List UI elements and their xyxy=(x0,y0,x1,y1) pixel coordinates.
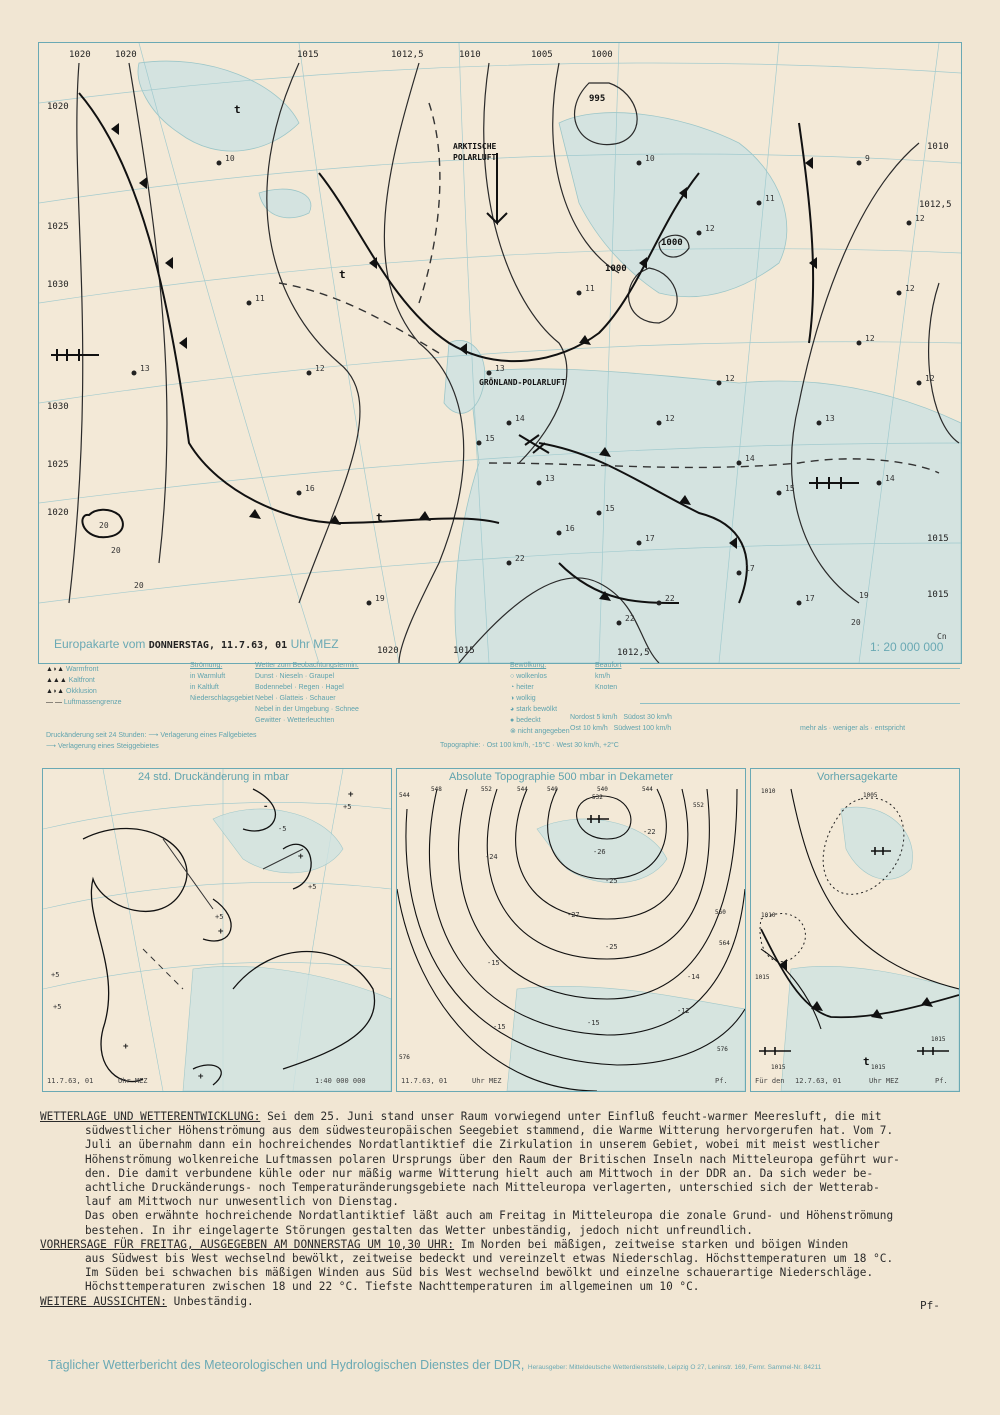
svg-text:560: 560 xyxy=(715,909,726,916)
publication-footer xyxy=(48,1358,821,1372)
legend-luftmassengrenze: Luftmassengrenze xyxy=(63,699,122,706)
report-line: Juli an übernahm dann ein hochreichendes Nordatlantiktief die Zirkulation in unserem Gebiet, wobei mit meist westlicher xyxy=(85,1138,880,1152)
report-line: achtliche Druckänderungs- noch Temperaturänderungsgebiete nach Mitteleuropa verlagerten, unterschied sich der Wetterab- xyxy=(85,1181,880,1195)
legend-fronts: ▲◗▲ Warmfront ▲▲▲ Kaltfront ▲◗▲ Okklusion — — Luftmassengrenze xyxy=(46,666,122,706)
svg-text:-25: -25 xyxy=(605,943,618,951)
svg-text:12: 12 xyxy=(705,224,715,233)
europe-weather-map xyxy=(38,42,962,664)
legend-wetter-item: Gewitter xyxy=(255,717,282,724)
arctic-air-label-2: POLARLUFT xyxy=(453,153,497,162)
svg-text:13: 13 xyxy=(495,364,505,373)
svg-text:9: 9 xyxy=(865,154,870,163)
svg-text:540: 540 xyxy=(547,786,558,793)
svg-text:+5: +5 xyxy=(215,913,224,921)
forecast-title: Vorhersagekarte xyxy=(817,771,898,783)
legend-winds xyxy=(570,712,672,734)
legend-wetter-item: Dunst xyxy=(255,673,274,680)
svg-text:20: 20 xyxy=(99,521,109,530)
legend-verlagerung: Verlagerung eines Fallgebietes xyxy=(160,732,257,739)
report-line: Das oben erwähnte hochreichende Nordatlantiktief läßt auch am Freitag in Mitteleuropa die zonale Grund- und Höhenströmung xyxy=(85,1209,894,1223)
isobar-label: 1012,5 xyxy=(919,200,952,210)
svg-text:+: + xyxy=(218,927,224,937)
report-line: aus Südwest bis West wechselnd bewölkt, zeitweise bedeckt und vereinzelt etwas Niederschlag. Höchsttemperaturen um 18 °C. xyxy=(85,1252,894,1266)
map-scale: 1: 20 000 000 xyxy=(870,640,944,654)
panel-date: 11.7.63, 01 xyxy=(401,1077,448,1085)
legend-wetter-item: Schauer xyxy=(309,695,336,702)
svg-text:-5: -5 xyxy=(278,825,287,833)
legend-kaltfront: Kaltfront xyxy=(68,677,95,684)
greenland-land xyxy=(138,61,299,151)
report-signature: Pf- xyxy=(920,1299,940,1312)
svg-text:-15: -15 xyxy=(487,959,500,967)
caption-prefix: Europakarte vom xyxy=(54,637,146,651)
weather-report xyxy=(40,1110,960,1309)
svg-text:16: 16 xyxy=(565,524,575,533)
svg-text:12: 12 xyxy=(725,374,735,383)
legend-cloud-item: stark bewölkt xyxy=(516,706,558,713)
legend-knoten: Knoten xyxy=(595,684,618,691)
svg-text:576: 576 xyxy=(717,1046,728,1053)
map-caption xyxy=(54,637,339,651)
legend-extra-item: mehr als xyxy=(800,725,827,732)
svg-text:+5: +5 xyxy=(343,803,352,811)
svg-text:-15: -15 xyxy=(493,1023,506,1031)
legend-bewoelkung: Bewölkung: ○ wolkenlos ◔ heiter ◑ wolkig ◕ stark bewölkt ● bedeckt ⊗ nicht angegeben xyxy=(510,662,570,735)
forecast-map xyxy=(750,768,960,1092)
svg-text:-25: -25 xyxy=(605,877,618,885)
isobar-label: 1015 xyxy=(453,646,475,656)
report-line xyxy=(40,1110,960,1124)
report-line: Im Süden bei schwachen bis mäßigen Winden aus Süd bis West wechselnd bewölkt und einzelne schauerartige Niederschläge. xyxy=(85,1266,874,1280)
svg-text:10: 10 xyxy=(225,154,235,163)
legend-wetter-item: Regen xyxy=(298,684,320,691)
legend-wetter-item: Glatteis xyxy=(279,695,304,702)
legend-warmfront: Warmfront xyxy=(66,666,99,673)
panel-date: 11.7.63, 01 xyxy=(47,1077,94,1085)
report-line: Höhenströmung wolkenreiche Luftmassen polaren Ursprungs über den Raum der Britischen Inseln nach Mitteleuropa geführt wur- xyxy=(85,1152,900,1166)
forecast-date: 12.7.63, 01 xyxy=(795,1077,842,1085)
legend-cloud-item: wolkenlos xyxy=(516,673,547,680)
svg-text:15: 15 xyxy=(485,434,495,443)
legend-wind-item: Nordost 5 km/h xyxy=(570,714,618,721)
main-map-svg xyxy=(39,43,961,663)
svg-text:17: 17 xyxy=(805,594,815,603)
isobar-label: 1010 xyxy=(927,142,949,152)
panel-time-unit: Uhr MEZ xyxy=(472,1077,502,1085)
svg-text:14: 14 xyxy=(745,454,755,463)
panel-scale: 1:40 000 000 xyxy=(315,1077,366,1085)
forecast-for-label: Für den xyxy=(755,1077,785,1085)
scandinavia-land xyxy=(559,113,787,297)
legend-stroemung-item: in Warmluft xyxy=(190,673,226,680)
report-heading: WEITERE AUSSICHTEN: xyxy=(40,1294,167,1308)
legend-stroemung-head: Strömung: xyxy=(190,662,223,669)
report-line: lauf am Mittwoch nur unwesentlich von Dienstag. xyxy=(85,1195,399,1209)
footer-title: Täglicher Wetterbericht des Meteorologischen und Hydrologischen Dienstes der DDR, xyxy=(48,1358,525,1372)
svg-text:17: 17 xyxy=(645,534,655,543)
low-center-value: 995 xyxy=(589,94,606,104)
isobar-label: 1005 xyxy=(531,50,553,60)
isobar-label: 1025 xyxy=(47,460,69,470)
pressure-change-map xyxy=(42,768,392,1092)
svg-text:+: + xyxy=(298,852,304,862)
svg-text:+: + xyxy=(123,1042,129,1052)
isobar-label: 1015 xyxy=(297,50,319,60)
legend-extra: mehr als · weniger als · entspricht xyxy=(800,725,906,732)
svg-text:22: 22 xyxy=(515,554,525,563)
panel-time-unit: Uhr MEZ xyxy=(118,1077,148,1085)
report-text: Im Norden bei mäßigen, zeitweise starken und böigen Winden xyxy=(454,1237,849,1251)
isobar-label: 1012,5 xyxy=(617,648,650,658)
svg-text:14: 14 xyxy=(515,414,525,423)
topography-svg xyxy=(397,769,745,1091)
isobar-label: 1020 xyxy=(47,102,69,112)
svg-text:15: 15 xyxy=(605,504,615,513)
svg-text:1015: 1015 xyxy=(771,1064,786,1071)
svg-text:1010: 1010 xyxy=(761,912,776,919)
legend-wetter-item: Nebel in der Umgebung xyxy=(255,706,329,713)
legend-wetter-item: Hagel xyxy=(325,684,344,691)
svg-text:11: 11 xyxy=(585,284,595,293)
legend-extra-item: weniger als xyxy=(833,725,869,732)
pressure-change-title: 24 std. Druckänderung in mbar xyxy=(138,771,290,783)
report-line: den. Die damit verbundene kühle oder nur mäßig warme Witterung hielt auch am Mittwoch in der DDR an. Da sich weder be- xyxy=(85,1166,874,1180)
svg-text:Cn: Cn xyxy=(937,632,947,641)
svg-text:+5: +5 xyxy=(308,883,317,891)
svg-text:552: 552 xyxy=(693,802,704,809)
svg-text:-22: -22 xyxy=(643,828,656,836)
svg-text:22: 22 xyxy=(625,614,635,623)
greenland-air-label: GRÖNLAND-POLARLUFT xyxy=(479,378,566,387)
legend-extra-item: entspricht xyxy=(874,725,906,732)
legend-beaufort xyxy=(595,660,621,693)
legend-cloud-item: nicht angegeben xyxy=(517,728,570,735)
svg-text:20: 20 xyxy=(134,581,144,590)
svg-text:540: 540 xyxy=(597,786,608,793)
svg-text:+: + xyxy=(348,790,354,800)
isobar-label: 1020 xyxy=(47,508,69,518)
legend-cloud-item: bedeckt xyxy=(516,717,541,724)
report-line: südwestlicher Höhenströmung aus dem südwesteuropäischen Seegebiet stammend, die Warme Witterung hervorgerufen hat. Vom 7. xyxy=(85,1124,894,1138)
isobar-label: 1010 xyxy=(459,50,481,60)
svg-text:19: 19 xyxy=(375,594,385,603)
legend-beaufort-head: Beaufort xyxy=(595,662,622,669)
legend-kmh: km/h xyxy=(595,673,611,680)
svg-text:17: 17 xyxy=(745,564,755,573)
svg-text:t: t xyxy=(339,268,346,281)
svg-text:22: 22 xyxy=(665,594,675,603)
panel-signature: Pf. xyxy=(935,1077,948,1085)
svg-text:-24: -24 xyxy=(485,853,498,861)
isobar-label: 1030 xyxy=(47,280,69,290)
legend-verlagerung: Verlagerung eines Steiggebietes xyxy=(57,743,159,750)
legend-wetter: Wetter zum Beobachtungstermin: Dunst · Nieseln · Graupel Bodennebel · Regen · Hagel Nebel · Glatteis · Schauer Nebel in der Umgebung · Schnee Gewitter · Wetterleuchten xyxy=(255,662,359,724)
legend-wind-item: Ost 10 km/h xyxy=(570,725,608,732)
svg-text:10: 10 xyxy=(645,154,655,163)
report-heading: VORHERSAGE FÜR FREITAG, AUSGEGEBEN AM DONNERSTAG UM 10,30 UHR: xyxy=(40,1237,455,1251)
legend-stroemung xyxy=(190,660,253,704)
report-text: Sei dem 25. Juni stand unser Raum vorwiegend unter Einfluß feucht-warmer Meeresluft, die mit xyxy=(260,1110,882,1123)
legend-wind-item: Südwest 100 km/h xyxy=(613,725,672,732)
legend-stroemung-item: Niederschlagsgebiet xyxy=(190,695,254,702)
svg-text:13: 13 xyxy=(140,364,150,373)
isobar-label: 1015 xyxy=(927,534,949,544)
svg-text:t: t xyxy=(863,1055,870,1068)
beaufort-scale-bar xyxy=(640,668,960,704)
svg-text:1015: 1015 xyxy=(871,1064,886,1071)
svg-text:12: 12 xyxy=(315,364,325,373)
legend-cloud-item: wolkig xyxy=(516,695,536,702)
svg-text:-26: -26 xyxy=(593,848,606,856)
isobar-label: 1020 xyxy=(377,646,399,656)
legend-wetter-item: Nieseln xyxy=(279,673,303,680)
report-line: bestehen. In ihr eingelagerte Störungen gestalten das Wetter unbeständig, jedoch nicht unfreundlich. xyxy=(85,1223,753,1237)
legend-okklusion: Okklusion xyxy=(66,688,97,695)
svg-text:-27: -27 xyxy=(567,911,580,919)
svg-text:13: 13 xyxy=(545,474,555,483)
report-text: Unbeständig. xyxy=(166,1294,254,1308)
svg-text:544: 544 xyxy=(517,786,528,793)
svg-text:1015: 1015 xyxy=(755,974,770,981)
svg-text:12: 12 xyxy=(905,284,915,293)
svg-text:576: 576 xyxy=(399,1054,410,1061)
svg-text:-: - xyxy=(263,802,269,812)
legend-topo-item: Ost 100 km/h, -15°C xyxy=(486,742,551,749)
topography-title: Absolute Topographie 500 mbar in Dekameter xyxy=(449,771,674,783)
arctic-air-label: ARKTISCHE xyxy=(453,142,497,151)
legend-wetter-head: Wetter zum Beobachtungstermin: xyxy=(255,662,359,669)
isobar-label: 1025 xyxy=(47,222,69,232)
svg-text:-14: -14 xyxy=(687,973,700,981)
legend-wetter-item: Graupel xyxy=(309,673,335,680)
legend-wetter-item: Schnee xyxy=(335,706,359,713)
svg-text:+: + xyxy=(198,1072,204,1082)
isobar-label: 1030 xyxy=(47,402,69,412)
legend-druck-label: Druckänderung seit 24 Stunden: xyxy=(46,732,147,739)
isobar-label: 1012,5 xyxy=(391,50,424,60)
svg-text:20: 20 xyxy=(851,618,861,627)
pressure-change-svg xyxy=(43,769,391,1091)
legend-druck: Druckänderung seit 24 Stunden: ⟶ Verlagerung eines Fallgebietes ⟶ Verlagerung eines Steiggebietes xyxy=(46,732,257,750)
isobar-label: 1020 xyxy=(69,50,91,60)
footer-publisher: Herausgeber: Mitteldeutsche Wetterdienststelle, Leipzig O 27, Leninstr. 169, Fernr. Sammel-Nr. 84211 xyxy=(527,1364,822,1371)
legend-bewoelkung-head: Bewölkung: xyxy=(510,662,547,669)
svg-text:1005: 1005 xyxy=(863,792,878,799)
legend-wetter-item: Nebel xyxy=(255,695,274,702)
svg-text:13: 13 xyxy=(825,414,835,423)
report-line xyxy=(40,1295,960,1309)
svg-text:14: 14 xyxy=(885,474,895,483)
isobar-label: 1000 xyxy=(591,50,613,60)
svg-text:564: 564 xyxy=(719,940,730,947)
topography-500mb-map xyxy=(396,768,746,1092)
svg-text:16: 16 xyxy=(305,484,315,493)
svg-text:1015: 1015 xyxy=(931,1036,946,1043)
low-center-value: 1000 xyxy=(661,238,683,248)
isobar-label: 1015 xyxy=(927,590,949,600)
svg-text:12: 12 xyxy=(865,334,875,343)
svg-text:544: 544 xyxy=(399,792,410,799)
legend-topo: Topographie: · Ost 100 km/h, -15°C · West 30 km/h, +2°C xyxy=(440,742,619,749)
caption-suffix: Uhr MEZ xyxy=(290,637,339,651)
svg-text:-12: -12 xyxy=(677,1007,690,1015)
map-date: DONNERSTAG, 11.7.63, 01 xyxy=(148,640,288,651)
report-heading: WETTERLAGE UND WETTERENTWICKLUNG: xyxy=(40,1110,261,1123)
svg-text:15: 15 xyxy=(785,484,795,493)
svg-text:532: 532 xyxy=(592,794,603,801)
svg-text:12: 12 xyxy=(665,414,675,423)
svg-text:20: 20 xyxy=(111,546,121,555)
isobar-label: 1020 xyxy=(115,50,137,60)
legend-topo-label: Topographie: xyxy=(440,742,481,749)
legend-cloud-item: heiter xyxy=(516,684,534,691)
svg-text:1010: 1010 xyxy=(761,788,776,795)
svg-text:19: 19 xyxy=(859,591,869,600)
svg-text:+5: +5 xyxy=(51,971,60,979)
svg-text:552: 552 xyxy=(481,786,492,793)
low-center-value: 1000 xyxy=(605,264,627,274)
panel-time-unit: Uhr MEZ xyxy=(869,1077,899,1085)
legend-wetter-item: Wetterleuchten xyxy=(287,717,335,724)
panel-signature: Pf. xyxy=(715,1077,728,1085)
legend-stroemung-item: in Kaltluft xyxy=(190,684,219,691)
svg-text:-15: -15 xyxy=(587,1019,600,1027)
report-line: Höchsttemperaturen zwischen 18 und 22 °C. Tiefste Nachttemperaturen im allgemeinen um 10 °C. xyxy=(85,1280,700,1294)
forecast-svg xyxy=(751,769,959,1091)
svg-text:t: t xyxy=(234,103,241,116)
svg-text:12: 12 xyxy=(915,214,925,223)
report-line xyxy=(40,1238,960,1252)
svg-text:544: 544 xyxy=(642,786,653,793)
svg-text:548: 548 xyxy=(431,786,442,793)
svg-text:12: 12 xyxy=(925,374,935,383)
legend-wetter-item: Bodennebel xyxy=(255,684,293,691)
map-legend xyxy=(40,660,960,760)
svg-text:t: t xyxy=(376,511,383,524)
svg-text:+5: +5 xyxy=(53,1003,62,1011)
legend-topo-item: West 30 km/h, +2°C xyxy=(556,742,619,749)
svg-text:11: 11 xyxy=(765,194,775,203)
legend-wind-item: Südost 30 km/h xyxy=(623,714,672,721)
isobar-labels-left xyxy=(47,102,69,518)
isobar-labels-top xyxy=(69,50,613,60)
svg-text:11: 11 xyxy=(255,294,265,303)
